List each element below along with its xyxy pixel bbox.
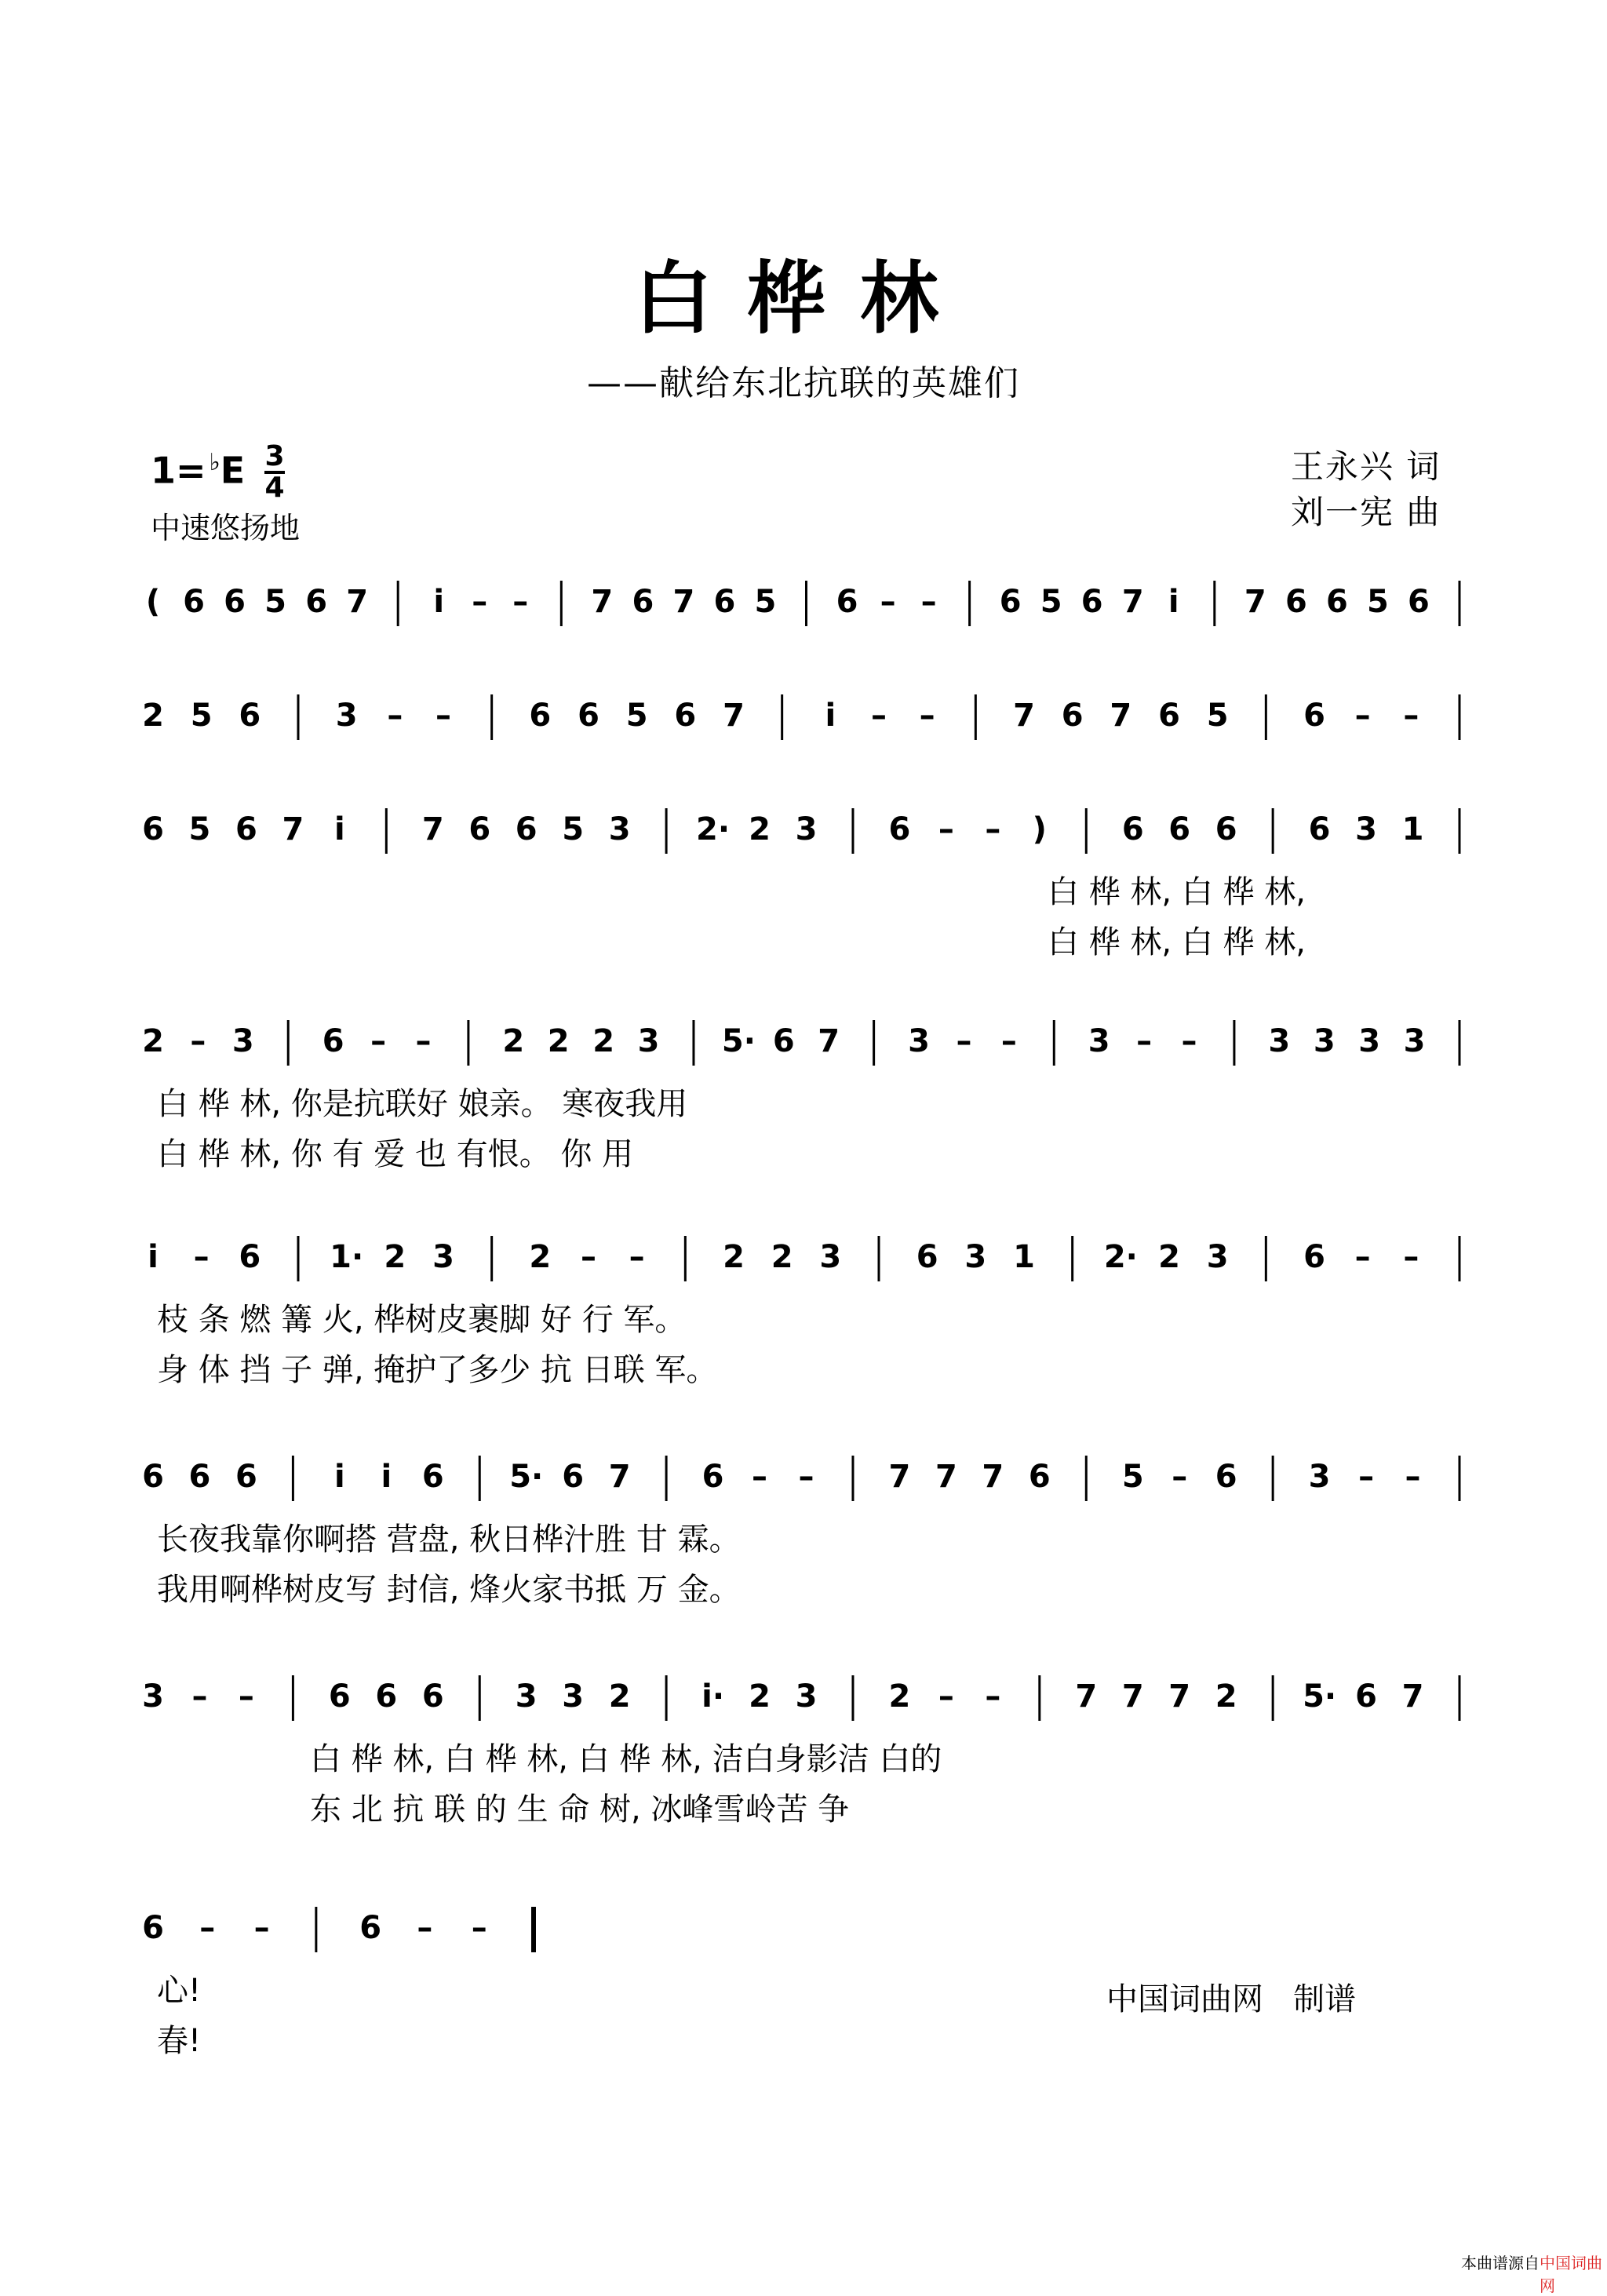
note: 7 <box>888 1459 911 1495</box>
note: 2 <box>1158 1239 1180 1275</box>
note: – <box>985 1678 1001 1715</box>
note: ) <box>1032 811 1047 847</box>
note: 5 <box>1040 584 1062 620</box>
note: – <box>985 811 1001 847</box>
note: 2 <box>142 698 164 734</box>
note: 5· <box>721 1023 756 1059</box>
lyric-line: 心! <box>157 1973 202 2009</box>
lyric-line: 春! <box>157 2023 202 2059</box>
note: 7 <box>346 584 369 620</box>
note: 3 <box>1358 1023 1381 1059</box>
note: 7 <box>672 584 695 620</box>
note: 3 <box>1088 1023 1110 1059</box>
note: – <box>199 1910 216 1946</box>
note: 6 <box>701 1459 724 1495</box>
tempo-marking: 中速悠扬地 <box>151 511 301 545</box>
composer-credit: 刘一宪 曲 <box>1291 493 1441 531</box>
note: 6 <box>1215 811 1237 847</box>
note: i <box>433 584 445 620</box>
note: 2 <box>749 811 771 847</box>
note: 6 <box>1158 698 1180 734</box>
note: 6 <box>322 1023 344 1059</box>
note: 2 <box>502 1023 525 1059</box>
note: 2 <box>608 1678 631 1715</box>
note: – <box>871 698 887 734</box>
note: i <box>1168 584 1179 620</box>
note: 6 <box>142 1459 164 1495</box>
lyric-line: 我用啊桦树皮写 封信, 烽火家书抵 万 金。 <box>157 1572 741 1608</box>
note: 6 <box>235 811 257 847</box>
note: – <box>752 1459 768 1495</box>
page-title: 白桦林 <box>634 252 973 344</box>
note: 5 <box>1206 698 1229 734</box>
note: 6 <box>142 1910 164 1946</box>
note: 6 <box>421 1459 444 1495</box>
note: 7 <box>818 1023 840 1059</box>
note: – <box>1403 1239 1419 1275</box>
note: 2· <box>696 811 731 847</box>
note: – <box>417 1910 433 1946</box>
note: 5 <box>188 811 211 847</box>
note: 6 <box>529 698 552 734</box>
note: – <box>629 1239 645 1275</box>
note: 3 <box>908 1023 930 1059</box>
note: 7 <box>608 1459 631 1495</box>
note: – <box>1405 1459 1421 1495</box>
lyric-line: 东 北 抗 联 的 生 命 树, 冰峰雪岭苦 争 <box>310 1791 850 1828</box>
note: – <box>1181 1023 1197 1059</box>
note: 6 <box>1355 1678 1377 1715</box>
note: 1 <box>1013 1239 1035 1275</box>
note: 7 <box>1168 1678 1191 1715</box>
note: i <box>825 698 836 734</box>
note: 2 <box>384 1239 406 1275</box>
score-lines <box>142 581 1459 2059</box>
note: i <box>333 1459 345 1495</box>
note: 3 <box>142 1678 164 1715</box>
note: 6 <box>888 811 911 847</box>
note: – <box>1358 1459 1375 1495</box>
note: 7 <box>591 584 614 620</box>
note: 6 <box>772 1023 795 1059</box>
note: 6 <box>224 584 246 620</box>
lyricist-credit: 王永兴 词 <box>1291 447 1441 486</box>
note: 5 <box>190 698 213 734</box>
note: 3 <box>562 1678 585 1715</box>
note: 6 <box>1168 811 1191 847</box>
lyric-line: 身 体 挡 子 弹, 掩护了多少 抗 日联 军。 <box>157 1352 718 1388</box>
note: 7 <box>421 811 444 847</box>
note: 5 <box>1121 1459 1144 1495</box>
arranger-credit: 中国词曲网 制谱 <box>1106 1981 1357 2017</box>
note: 7 <box>1121 584 1144 620</box>
note: 6 <box>578 698 599 734</box>
lyric-line: 白 桦 林, 你是抗联好 娘亲。 寒夜我用 <box>157 1086 688 1122</box>
note: 3 <box>231 1023 254 1059</box>
note: – <box>1354 1239 1371 1275</box>
note: – <box>238 1678 254 1715</box>
lyric-line: 白 桦 林, 白 桦 林, <box>1048 924 1306 960</box>
lyric-line: 白 桦 林, 白 桦 林, 白 桦 林, 洁白身影洁 白的 <box>310 1741 942 1777</box>
note: 7 <box>282 811 304 847</box>
key-note: E <box>220 449 246 492</box>
note: 6 <box>239 698 261 734</box>
note: 6 <box>142 811 164 847</box>
note: 3 <box>515 1678 537 1715</box>
note: – <box>581 1239 596 1275</box>
note: – <box>938 811 954 847</box>
note: 3 <box>1308 1459 1331 1495</box>
note: – <box>920 584 937 620</box>
note: 6 <box>999 584 1022 620</box>
note: 6 <box>916 1239 938 1275</box>
note: 6 <box>1325 584 1348 620</box>
note: 6 <box>1303 1239 1325 1275</box>
note: 6 <box>375 1678 398 1715</box>
note: 6 <box>1408 584 1430 620</box>
note: – <box>190 1023 206 1059</box>
note: 5· <box>1303 1678 1337 1715</box>
note: 6 <box>1308 811 1331 847</box>
note: i <box>148 1239 159 1275</box>
note: – <box>1136 1023 1153 1059</box>
lyric-line: 长夜我靠你啊搭 营盘, 秋日桦汁胜 甘 霖。 <box>157 1522 741 1558</box>
note: 6 <box>1285 584 1307 620</box>
note: 7 <box>982 1459 1004 1495</box>
note: 7 <box>1244 584 1266 620</box>
lyric-line: 白 桦 林, 你 有 爱 也 有恨。 你 用 <box>157 1136 634 1172</box>
subtitle: ——献给东北抗联的英雄们 <box>587 363 1020 403</box>
note: – <box>472 584 488 620</box>
note: – <box>193 1239 210 1275</box>
note: 2 <box>1215 1678 1237 1715</box>
note: – <box>370 1023 387 1059</box>
note: – <box>191 1678 208 1715</box>
lyric-line: 白 桦 林, 白 桦 林, <box>1048 874 1306 910</box>
note: 6 <box>359 1910 382 1946</box>
note: 6 <box>1215 1459 1237 1495</box>
note: 5 <box>754 584 777 620</box>
note: 2 <box>142 1023 164 1059</box>
note: 5 <box>562 811 585 847</box>
note: – <box>1172 1459 1188 1495</box>
note: – <box>938 1678 954 1715</box>
lyric-line: 枝 条 燃 篝 火, 桦树皮裹脚 好 行 军。 <box>157 1302 687 1338</box>
note: 2 <box>771 1239 793 1275</box>
note: – <box>415 1023 432 1059</box>
note: 6 <box>235 1459 257 1495</box>
note: 5 <box>625 698 648 734</box>
note: 6 <box>305 584 328 620</box>
note: ( <box>145 584 161 620</box>
note: – <box>1000 1023 1017 1059</box>
note: 7 <box>1401 1678 1424 1715</box>
note: 3 <box>335 698 358 734</box>
note: 3 <box>1206 1239 1229 1275</box>
note: 3 <box>1268 1023 1291 1059</box>
note: 6 <box>632 584 654 620</box>
note: 6 <box>1028 1459 1051 1495</box>
note: 6 <box>1061 698 1084 734</box>
note: – <box>798 1459 814 1495</box>
note: i <box>333 811 345 847</box>
meter-top: 3 <box>264 440 285 472</box>
note: 6 <box>468 811 491 847</box>
note: 7 <box>1013 698 1035 734</box>
note: 6 <box>674 698 697 734</box>
note: i· <box>701 1678 725 1715</box>
note: 7 <box>935 1459 957 1495</box>
note: 5 <box>264 584 287 620</box>
note: 2· <box>1103 1239 1138 1275</box>
note: 2 <box>723 1239 745 1275</box>
note: i <box>381 1459 392 1495</box>
note: 6 <box>239 1239 261 1275</box>
note: 7 <box>1110 698 1132 734</box>
note: 6 <box>1303 698 1325 734</box>
note: 2 <box>749 1678 771 1715</box>
note: 2 <box>888 1678 911 1715</box>
note: 6 <box>183 584 205 620</box>
note: 6 <box>1080 584 1103 620</box>
note: 3 <box>819 1239 842 1275</box>
meter-bottom: 4 <box>264 472 285 504</box>
note: 2 <box>547 1023 570 1059</box>
note: – <box>435 698 451 734</box>
note: 3 <box>1313 1023 1336 1059</box>
note: 6 <box>421 1678 444 1715</box>
note: 7 <box>723 698 745 734</box>
note: 3 <box>608 811 631 847</box>
note: – <box>471 1910 487 1946</box>
note: 6 <box>188 1459 211 1495</box>
note: – <box>919 698 935 734</box>
note: 5· <box>509 1459 544 1495</box>
note: 6 <box>515 811 537 847</box>
note: 5 <box>1367 584 1389 620</box>
note: 1 <box>1401 811 1424 847</box>
note: 6 <box>836 584 858 620</box>
note: 1· <box>330 1239 364 1275</box>
note: 3 <box>964 1239 987 1275</box>
note: 3 <box>637 1023 660 1059</box>
key-label: 1= <box>151 449 206 492</box>
note: – <box>1354 698 1371 734</box>
note: 6 <box>713 584 736 620</box>
note: 6 <box>562 1459 585 1495</box>
note: 3 <box>795 811 818 847</box>
note: – <box>512 584 529 620</box>
note: 2 <box>592 1023 615 1059</box>
note: 3 <box>1403 1023 1426 1059</box>
note: – <box>956 1023 972 1059</box>
watermark-site: 中国词曲网 <box>1540 2254 1602 2295</box>
note: 3 <box>1355 811 1377 847</box>
note: 3 <box>795 1678 818 1715</box>
note: 6 <box>328 1678 351 1715</box>
note: 2 <box>529 1239 552 1275</box>
flat-icon: ♭ <box>209 449 220 476</box>
watermark-source: 本曲谱源自 <box>1461 2254 1540 2272</box>
note: 7 <box>1121 1678 1144 1715</box>
note: – <box>1403 698 1419 734</box>
note: – <box>387 698 403 734</box>
note: 7 <box>1075 1678 1098 1715</box>
note: – <box>253 1910 270 1946</box>
note: – <box>880 584 896 620</box>
note: 3 <box>432 1239 454 1275</box>
note: 6 <box>1121 811 1144 847</box>
